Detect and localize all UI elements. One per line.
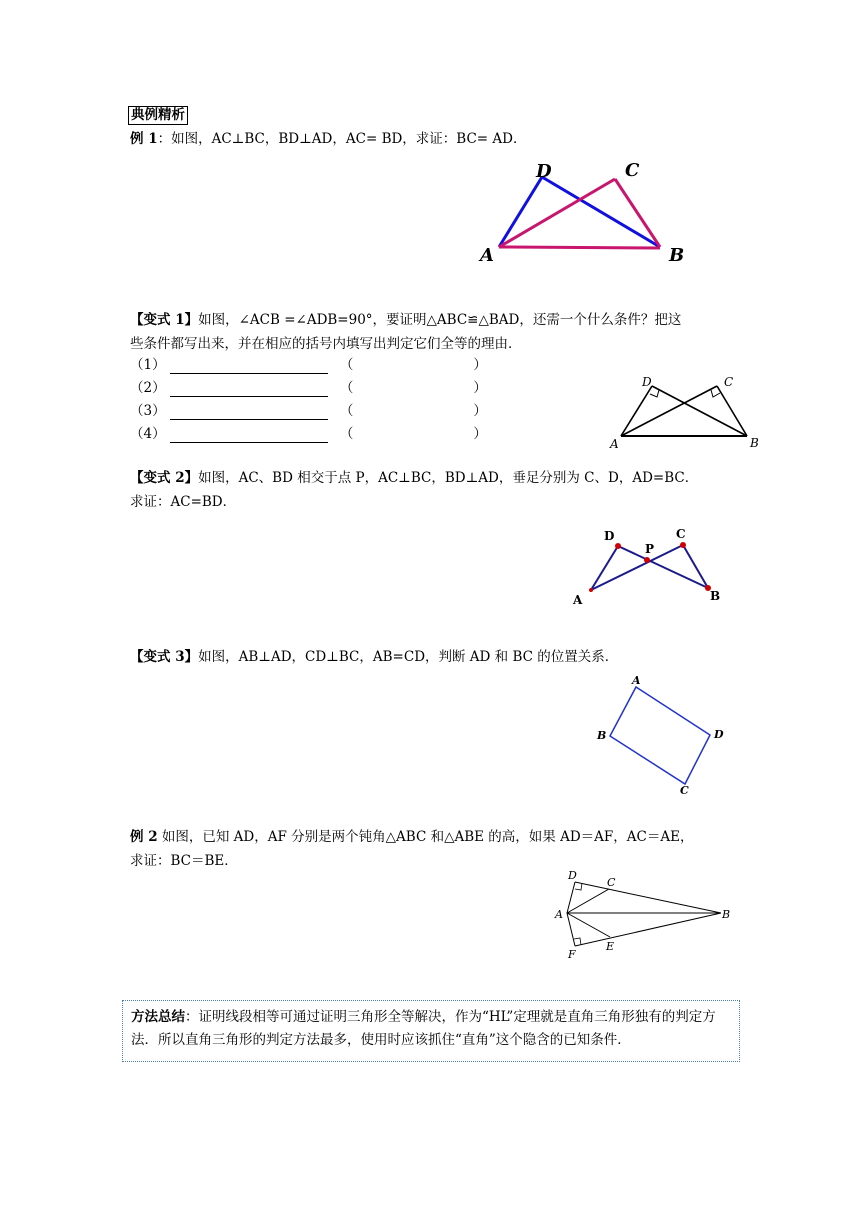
label-a: A xyxy=(480,245,494,266)
svg-text:B: B xyxy=(710,589,721,603)
svg-text:A: A xyxy=(632,674,641,687)
segment-ac xyxy=(499,179,615,247)
variant-3-label: 【变式 3】 xyxy=(130,649,199,665)
example-2-figure xyxy=(545,862,745,962)
svg-text:D: D xyxy=(714,728,724,741)
variant-2-line1: 【变式 2】如图，AC、BD 相交于点 P，AC⊥BC，BD⊥AD，垂足分别为 C、D，AD=BC． xyxy=(130,470,699,486)
svg-text:D: D xyxy=(568,869,577,882)
answer-blank-2[interactable] xyxy=(170,382,328,397)
variant-3-text: 【变式 3】如图，AB⊥AD，CD⊥BC，AB=CD，判断 AD 和 BC 的位置关系． xyxy=(130,649,619,665)
method-summary-box xyxy=(122,1000,740,1062)
svg-text:C: C xyxy=(607,876,616,889)
point-d xyxy=(615,543,621,549)
answer-blank-4[interactable] xyxy=(170,428,328,443)
segment-cb xyxy=(615,179,660,247)
svg-text:B: B xyxy=(722,908,731,921)
segment-ad xyxy=(499,177,542,247)
variant-3-figure xyxy=(590,670,740,798)
svg-text:P: P xyxy=(645,542,655,556)
svg-text:A: A xyxy=(573,593,583,607)
svg-text:B: B xyxy=(750,436,759,450)
example-1-figure xyxy=(470,155,700,270)
svg-text:E: E xyxy=(606,940,615,953)
example-2-line1: 例 2 如图，已知 AD，AF 分别是两个钝角△ABC 和△ABE 的高，如果 AD＝AF，AC＝AE， xyxy=(130,829,694,845)
section-title: 典例精析 xyxy=(128,106,188,125)
example-1-statement: ：如图，AC⊥BC，BD⊥AD，AC= BD，求证：BC= AD． xyxy=(157,131,527,147)
variant-1-figure xyxy=(605,370,765,452)
right-angle-d xyxy=(650,390,659,397)
blank-item-3: （3） （ ） xyxy=(130,403,487,419)
variant-1-label: 【变式 1】 xyxy=(130,312,199,328)
answer-blank-3[interactable] xyxy=(170,405,328,420)
svg-text:B: B xyxy=(597,729,607,742)
svg-text:F: F xyxy=(568,948,576,961)
method-summary-text: 方法总结：证明线段相等可通过证明三角形全等解决，作为“HL”定理就是直角三角形独有的判定方法．所以直角三角形的判定方法最多，使用时应该抓住“直角”这个隐含的已知条件． xyxy=(131,1009,716,1048)
segment-ab xyxy=(499,247,660,248)
variant-2-line2: 求证：AC=BD． xyxy=(130,494,237,510)
example-1-text xyxy=(130,130,526,148)
answer-blank-1[interactable] xyxy=(170,359,328,374)
point-p xyxy=(644,557,650,563)
example-2-label: 例 2 xyxy=(130,829,158,845)
point-c xyxy=(680,542,686,548)
svg-text:C: C xyxy=(680,784,689,797)
variant-1-line1: 【变式 1】如图，∠ACB =∠ADB=90°，要证明△ABC≌△BAD，还需一个什么条件？把这 xyxy=(130,312,682,328)
variant-2-label: 【变式 2】 xyxy=(130,470,199,486)
example-1-label: 例 1 xyxy=(130,131,158,147)
svg-text:D: D xyxy=(604,529,615,543)
example-2-line2: 求证：BC＝BE． xyxy=(130,853,238,869)
variant-2-figure xyxy=(565,525,730,610)
svg-text:D: D xyxy=(642,375,652,389)
blank-item-4: （4） （ ） xyxy=(130,426,487,442)
blank-item-2: （2） （ ） xyxy=(130,380,487,396)
point-a xyxy=(589,588,593,592)
right-angle-c xyxy=(711,390,720,397)
svg-text:C: C xyxy=(676,527,686,541)
quadrilateral-abdc xyxy=(610,687,710,784)
blank-item-1: （1） （ ） xyxy=(130,357,487,373)
label-d: D xyxy=(536,161,552,182)
svg-text:A: A xyxy=(555,908,563,921)
variant-1-line2: 些条件都写出来，并在相应的括号内填写出判定它们全等的理由． xyxy=(130,336,522,352)
label-c: C xyxy=(625,160,640,181)
method-summary-label: 方法总结 xyxy=(131,1009,185,1025)
svg-text:A: A xyxy=(610,437,619,451)
svg-text:C: C xyxy=(724,375,734,389)
label-b: B xyxy=(669,245,685,266)
